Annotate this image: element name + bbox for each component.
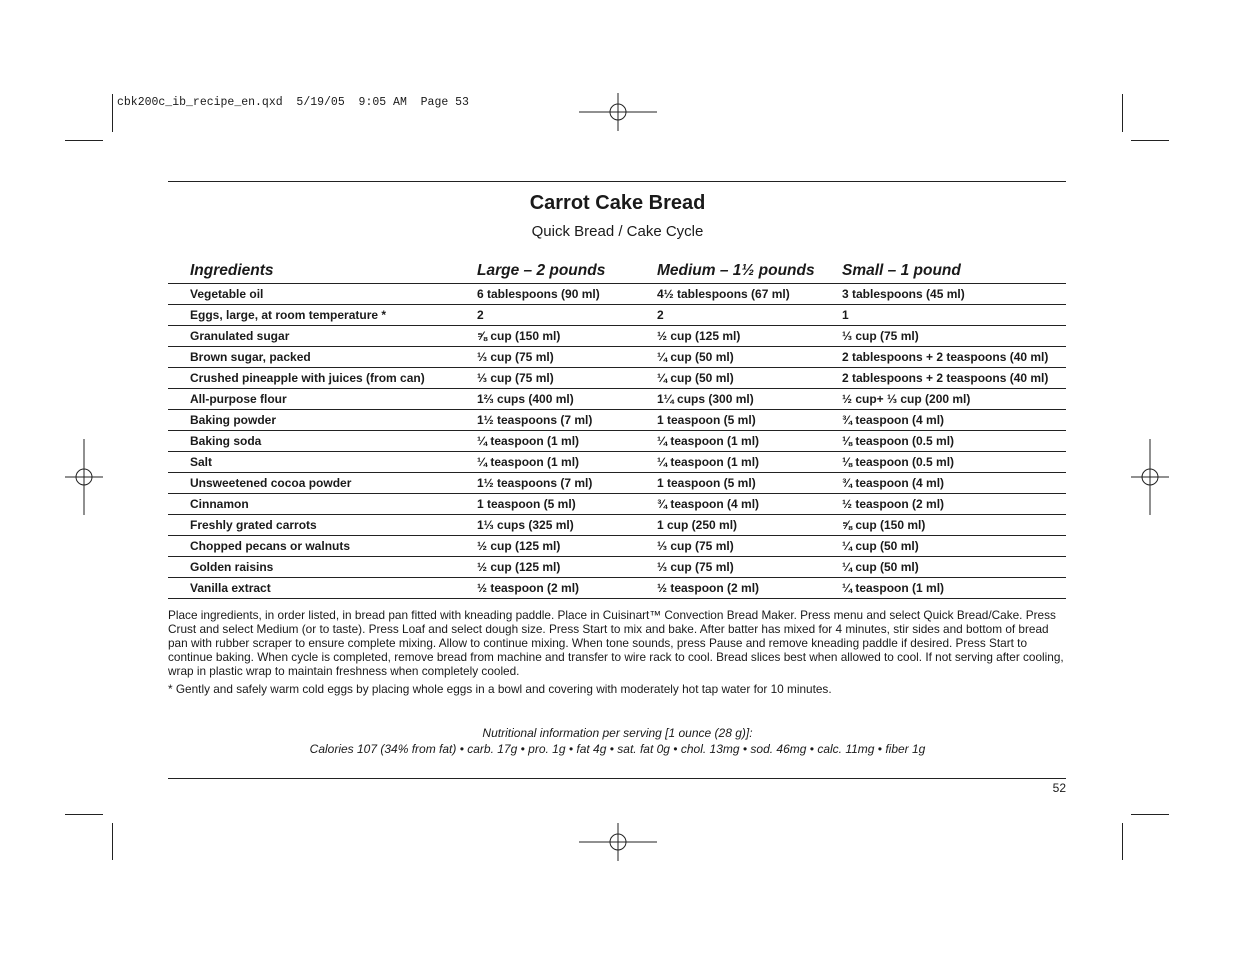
amount-cell: ½ teaspoon (2 ml) [842, 494, 1066, 515]
amount-cell: ½ cup (125 ml) [477, 557, 657, 578]
ingredient-cell: Brown sugar, packed [168, 347, 477, 368]
amount-cell: ½ teaspoon (2 ml) [657, 578, 842, 599]
amount-cell: 1½ teaspoons (7 ml) [477, 473, 657, 494]
ingredient-cell: Salt [168, 452, 477, 473]
amount-cell: 1 teaspoon (5 ml) [657, 410, 842, 431]
amount-cell: ½ cup (125 ml) [657, 326, 842, 347]
amount-cell: ⅓ cup (75 ml) [657, 557, 842, 578]
table-row [168, 410, 1066, 431]
amount-cell: ½ teaspoon (2 ml) [477, 578, 657, 599]
ingredient-cell: Vanilla extract [168, 578, 477, 599]
amount-cell: ⅓ cup (75 ml) [842, 326, 1066, 347]
page-number: 52 [1052, 781, 1066, 795]
amount-cell: ¼ teaspoon (1 ml) [477, 431, 657, 452]
ingredient-cell: Baking powder [168, 410, 477, 431]
amount-cell: 1 [842, 305, 1066, 326]
ingredient-cell: Granulated sugar [168, 326, 477, 347]
ingredient-cell: Cinnamon [168, 494, 477, 515]
registration-mark-icon [65, 439, 103, 515]
ingredient-cell: Unsweetened cocoa powder [168, 473, 477, 494]
amount-cell: ⅓ cup (75 ml) [477, 368, 657, 389]
crop-mark [1122, 823, 1123, 860]
amount-cell: 1¼ cups (300 ml) [657, 389, 842, 410]
table-row [168, 452, 1066, 473]
amount-cell: 3 tablespoons (45 ml) [842, 284, 1066, 305]
footnote: * Gently and safely warm cold eggs by placing whole eggs in a bowl and covering with moderately hot tap water for 10 minutes. [168, 682, 832, 696]
table-row [168, 389, 1066, 410]
top-rule [168, 181, 1066, 182]
amount-cell: 2 tablespoons + 2 teaspoons (40 ml) [842, 347, 1066, 368]
ingredients-table [168, 259, 1066, 599]
amount-cell: 6 tablespoons (90 ml) [477, 284, 657, 305]
table-row [168, 326, 1066, 347]
ingredient-cell: Baking soda [168, 431, 477, 452]
amount-cell: 2 [477, 305, 657, 326]
amount-cell: ⅓ cup (75 ml) [657, 536, 842, 557]
amount-cell: ¼ cup (50 ml) [842, 536, 1066, 557]
amount-cell: ¾ teaspoon (4 ml) [657, 494, 842, 515]
amount-cell: 1⅓ cups (325 ml) [477, 515, 657, 536]
table-row [168, 494, 1066, 515]
recipe-title: Carrot Cake Bread [529, 192, 706, 214]
amount-cell: ¼ teaspoon (1 ml) [477, 452, 657, 473]
amount-cell: 4½ tablespoons (67 ml) [657, 284, 842, 305]
amount-cell: ¼ teaspoon (1 ml) [842, 578, 1066, 599]
nutrition-values: Calories 107 (34% from fat) • carb. 17g • pro. 1g • fat 4g • sat. fat 0g • chol. 13mg • sod. 46mg • calc. 11mg • fiber 1g [309, 742, 926, 756]
print-slug: cbk200c_ib_recipe_en.qxd 5/19/05 9:05 AM Page 53 [117, 96, 469, 109]
amount-cell: ¼ cup (50 ml) [842, 557, 1066, 578]
table-row [168, 284, 1066, 305]
bottom-rule [168, 778, 1066, 779]
ingredient-cell: Crushed pineapple with juices (from can) [168, 368, 477, 389]
ingredient-cell: Freshly grated carrots [168, 515, 477, 536]
crop-mark [65, 814, 103, 815]
crop-mark [112, 94, 113, 132]
column-header: Ingredients [168, 259, 477, 284]
table-row [168, 305, 1066, 326]
ingredient-cell: Chopped pecans or walnuts [168, 536, 477, 557]
table-row [168, 473, 1066, 494]
registration-mark-icon [579, 93, 657, 131]
amount-cell: ⅛ teaspoon (0.5 ml) [842, 431, 1066, 452]
column-header: Medium – 1½ pounds [657, 259, 842, 284]
amount-cell: ¼ cup (50 ml) [657, 368, 842, 389]
table-row [168, 578, 1066, 599]
table-header-row [168, 259, 1066, 284]
amount-cell: 1 cup (250 ml) [657, 515, 842, 536]
amount-cell: ¼ teaspoon (1 ml) [657, 431, 842, 452]
amount-cell: ⅝ cup (150 ml) [477, 326, 657, 347]
amount-cell: ¾ teaspoon (4 ml) [842, 410, 1066, 431]
nutrition-heading: Nutritional information per serving [1 ounce (28 g)]: [482, 726, 753, 740]
amount-cell: ⅓ cup (75 ml) [477, 347, 657, 368]
crop-mark [1122, 94, 1123, 132]
amount-cell: ⅝ cup (150 ml) [842, 515, 1066, 536]
amount-cell: ¾ teaspoon (4 ml) [842, 473, 1066, 494]
table-row [168, 347, 1066, 368]
ingredient-cell: Eggs, large, at room temperature * [168, 305, 477, 326]
ingredient-cell: Vegetable oil [168, 284, 477, 305]
instructions-text: Place ingredients, in order listed, in bread pan fitted with kneading paddle. Place in Cuisinart™ Convection Bread Maker. Press menu and select Quick Bread/Cake. Press Crust and select Medium (or to taste). Press Loaf and select dough size. Press Start to mix and bake. After batter has mixed for 4 minutes, stir sides and bottom of bread pan with rubber scraper to ensure complete mixing. Allow to continue mixing. When tone sounds, press Pause and remove kneading paddle if desired. Press Start to continue baking. When cycle is completed, remove bread from machine and transfer to wire rack to cool. Bread slices best when allowed to cool. If not serving after cooling, wrap in plastic wrap to maintain freshness when completely cooled. [168, 608, 1064, 678]
ingredient-cell: All-purpose flour [168, 389, 477, 410]
table-row [168, 557, 1066, 578]
ingredient-cell: Golden raisins [168, 557, 477, 578]
crop-mark [112, 823, 113, 860]
amount-cell: 1½ teaspoons (7 ml) [477, 410, 657, 431]
table-row [168, 368, 1066, 389]
table-row [168, 536, 1066, 557]
registration-mark-icon [579, 823, 657, 861]
amount-cell: 1 teaspoon (5 ml) [657, 473, 842, 494]
amount-cell: 2 tablespoons + 2 teaspoons (40 ml) [842, 368, 1066, 389]
recipe-subtitle: Quick Bread / Cake Cycle [531, 223, 704, 240]
amount-cell: 2 [657, 305, 842, 326]
column-header: Large – 2 pounds [477, 259, 657, 284]
table-row [168, 515, 1066, 536]
amount-cell: 1 teaspoon (5 ml) [477, 494, 657, 515]
column-header: Small – 1 pound [842, 259, 1066, 284]
crop-mark [1131, 814, 1169, 815]
amount-cell: ½ cup (125 ml) [477, 536, 657, 557]
amount-cell: ½ cup+ ⅓ cup (200 ml) [842, 389, 1066, 410]
amount-cell: ⅛ teaspoon (0.5 ml) [842, 452, 1066, 473]
registration-mark-icon [1131, 439, 1169, 515]
crop-mark [65, 140, 103, 141]
crop-mark [1131, 140, 1169, 141]
amount-cell: ¼ cup (50 ml) [657, 347, 842, 368]
amount-cell: ¼ teaspoon (1 ml) [657, 452, 842, 473]
table-row [168, 431, 1066, 452]
amount-cell: 1⅔ cups (400 ml) [477, 389, 657, 410]
